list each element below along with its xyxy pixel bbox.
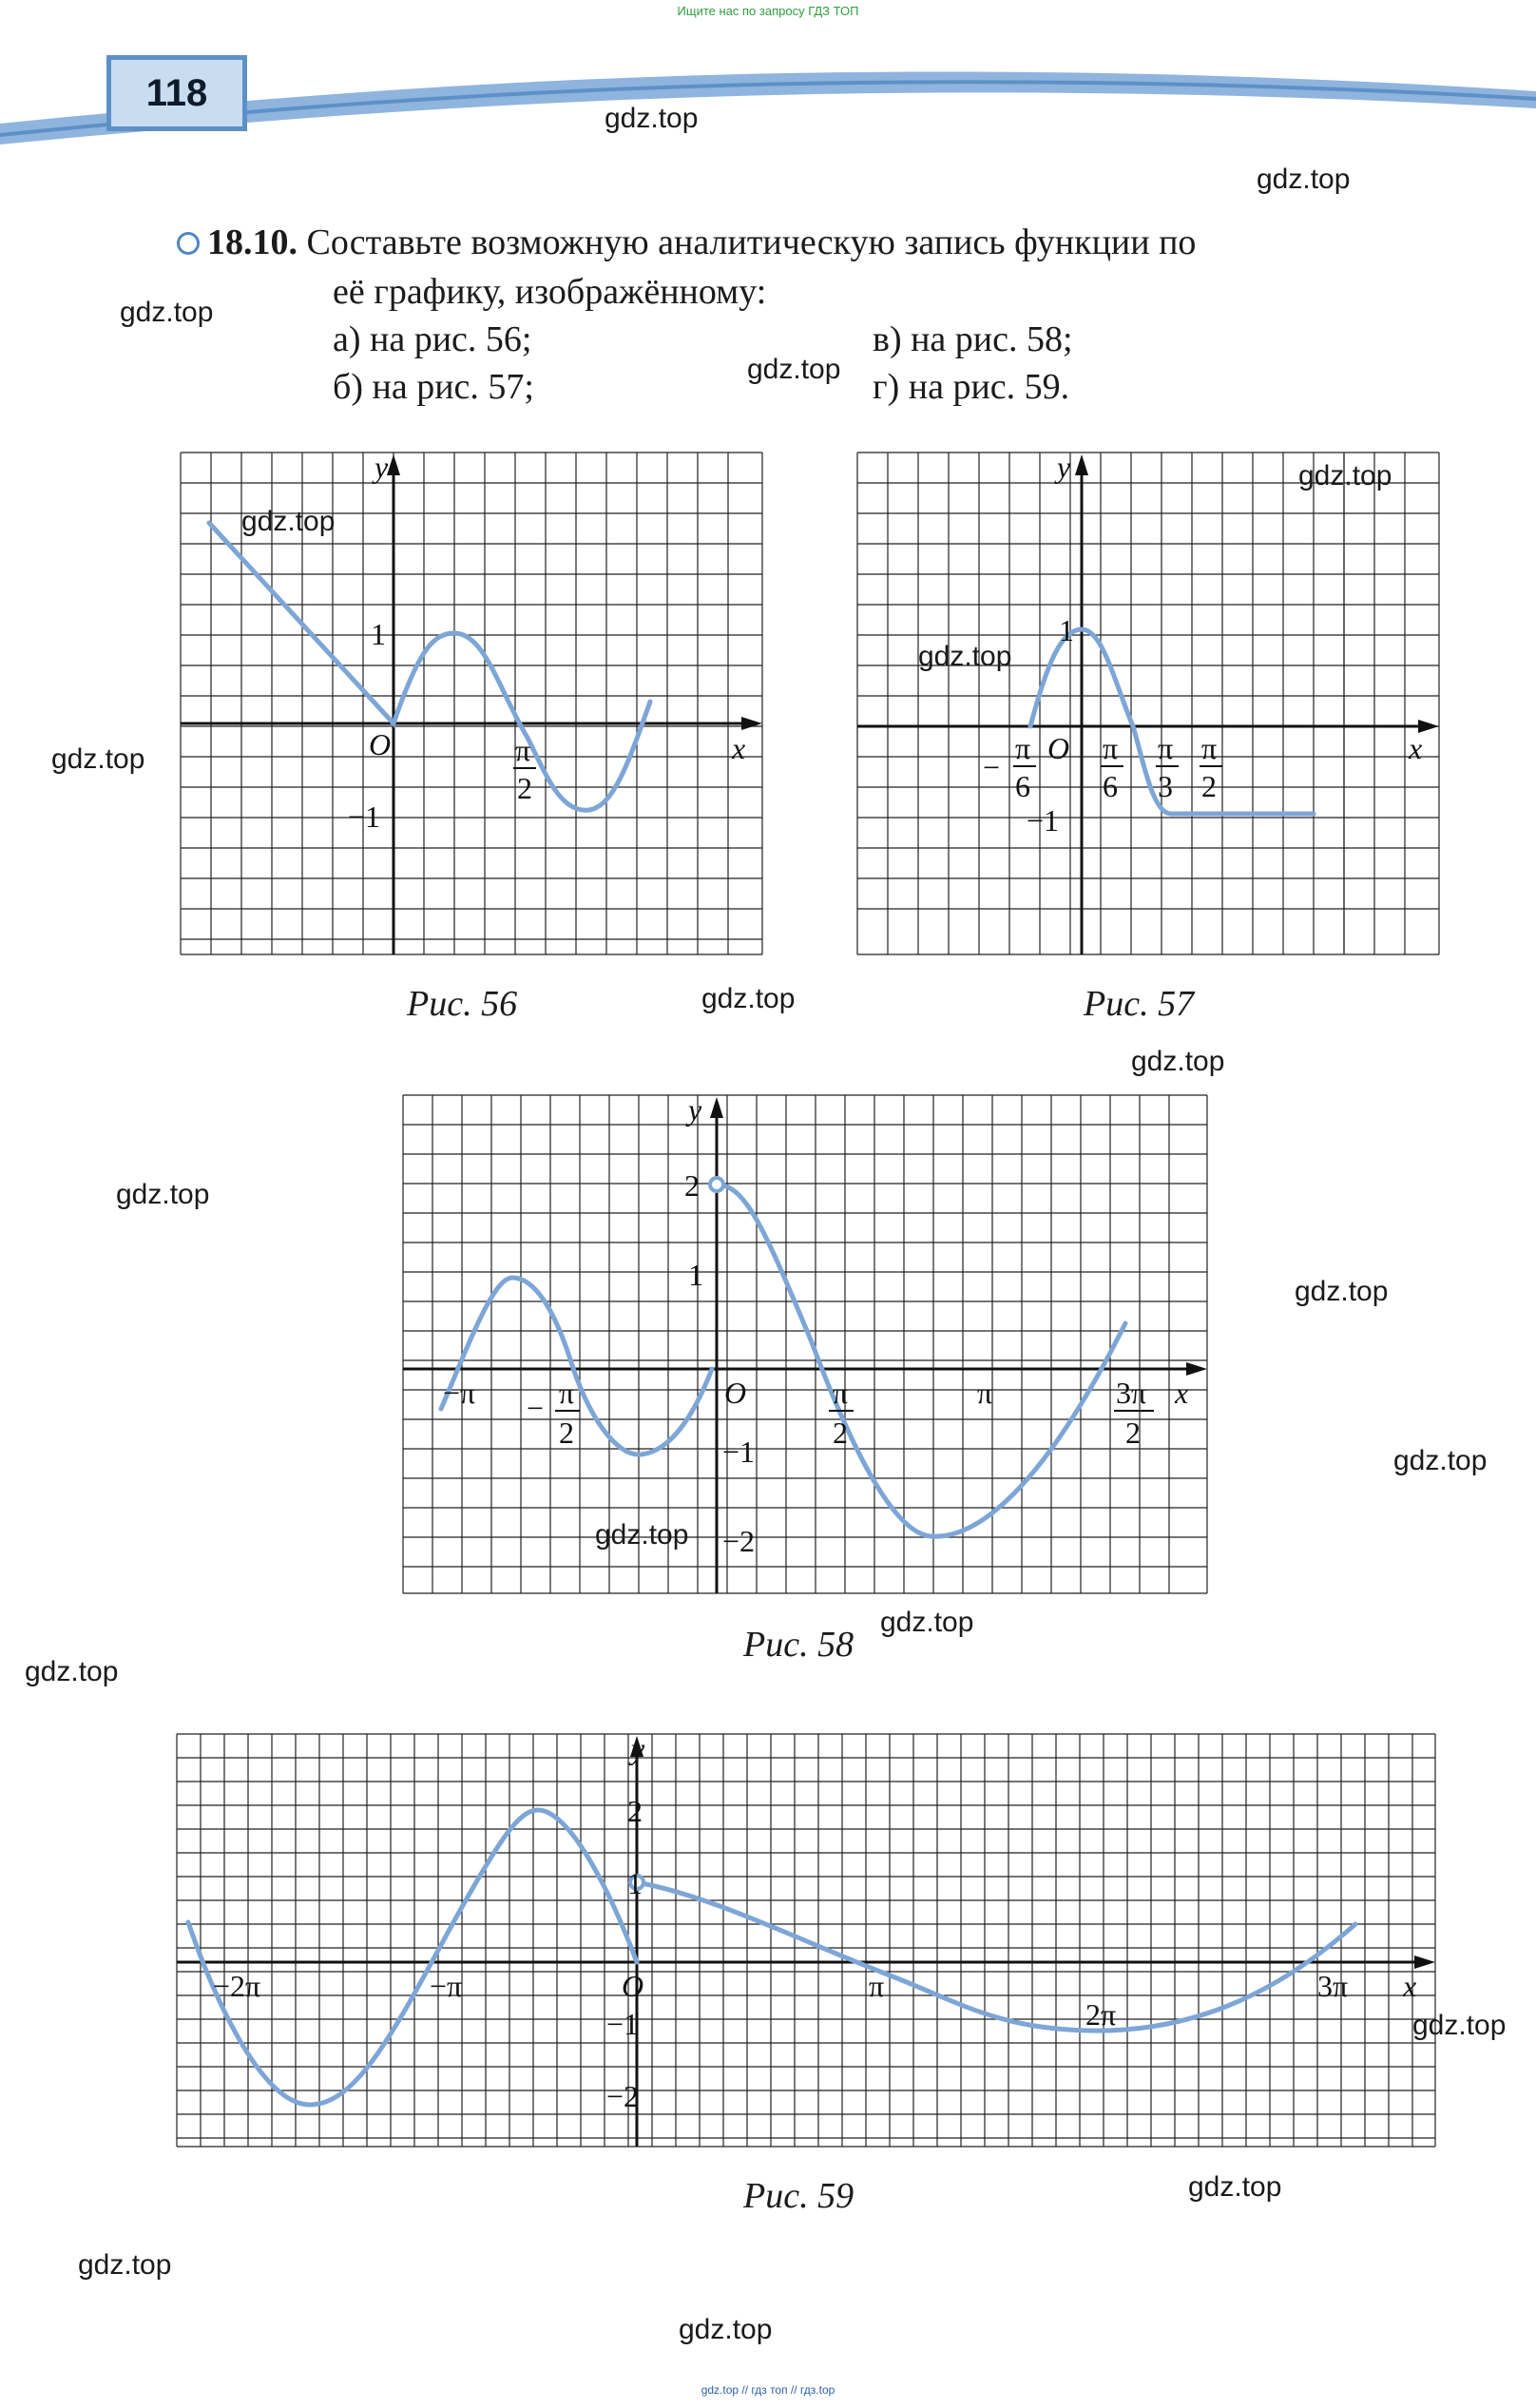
- top-note: Ищите нас по запросу ГДЗ ТОП: [677, 4, 859, 18]
- task-item-v: в) на рис. 58;: [873, 319, 1073, 359]
- task-item-g: г) на рис. 59.: [873, 367, 1070, 407]
- watermark: gdz.top: [1412, 2010, 1507, 2041]
- fig58-grid: [403, 1095, 1207, 1593]
- watermark: gdz.top: [1393, 1445, 1488, 1476]
- fig58-tick-2a: 2: [559, 1416, 574, 1450]
- fig59-tick-1: 1: [627, 1866, 643, 1900]
- fig58-tick-1: 1: [688, 1258, 703, 1292]
- caption-fig56: Рис. 56: [407, 984, 518, 1024]
- caption-fig58: Рис. 58: [743, 1625, 854, 1665]
- watermark: gdz.top: [116, 1179, 210, 1210]
- fig56-origin-label: O: [369, 727, 392, 761]
- fig59-tick-minus-pi: −π: [430, 1969, 463, 2003]
- fig58-y-label: y: [688, 1092, 702, 1127]
- watermark: gdz.top: [1295, 1276, 1389, 1307]
- bottom-note: gdz.top // гдз топ // гдз.top: [701, 2383, 835, 2397]
- fig57-tick-6b: 6: [1103, 769, 1118, 803]
- watermark: gdz.top: [241, 506, 336, 537]
- fig57-tick-pi-c: π: [1158, 731, 1174, 765]
- fig58-tick-pi: π: [977, 1376, 993, 1410]
- fig58-tick-2c: 2: [1125, 1416, 1141, 1450]
- watermark: gdz.top: [679, 2314, 773, 2345]
- fig59-tick-pi: π: [869, 1969, 885, 2003]
- fig56-tick-minus-1: −1: [348, 799, 381, 834]
- watermark: gdz.top: [1298, 460, 1392, 491]
- task-item-a: а) на рис. 56;: [333, 319, 532, 359]
- task-line-2: её графику, изображённому:: [333, 272, 767, 312]
- figure-59: [177, 1731, 1435, 2147]
- fig58-axes: [403, 1097, 1207, 1593]
- fig57-x-label: x: [1409, 731, 1423, 765]
- fig58-tick-pi-a: π: [559, 1376, 575, 1410]
- caption-fig57: Рис. 57: [1084, 984, 1195, 1024]
- fig59-tick-2: 2: [627, 1794, 643, 1828]
- fig58-tick-minus-1: −1: [722, 1435, 756, 1469]
- task-text-1: Составьте возможную аналитическую запись функции по: [306, 222, 1197, 262]
- fig57-axes: [857, 454, 1439, 954]
- watermark: gdz.top: [595, 1519, 689, 1551]
- fig56-tick-pi: π: [515, 733, 531, 767]
- fig56-y-label: y: [374, 450, 389, 484]
- watermark: gdz.top: [25, 1656, 119, 1687]
- watermark: gdz.top: [605, 103, 699, 134]
- fig58-tick-2: 2: [684, 1168, 700, 1203]
- watermark: gdz.top: [880, 1607, 974, 1638]
- fig59-tick-minus-2pi: −2π: [213, 1969, 261, 2003]
- fig57-y-label: y: [1057, 450, 1071, 484]
- fig59-y-label: y: [631, 1731, 645, 1765]
- fig57-tick-3: 3: [1158, 769, 1173, 803]
- fig57-tick-minus-1: −1: [1027, 803, 1060, 838]
- fig58-x-label: x: [1175, 1376, 1189, 1410]
- fig59-tick-3pi: 3π: [1317, 1969, 1349, 2003]
- fig58-origin-label: O: [724, 1376, 747, 1410]
- fig56-curve: [209, 523, 650, 810]
- fig59-origin-label: O: [622, 1969, 644, 2003]
- fig56-x-label: x: [732, 731, 746, 765]
- watermark: gdz.top: [747, 354, 841, 385]
- fig58-tick-pi-b: π: [833, 1376, 849, 1410]
- fig59-tick-minus-2: −2: [606, 2079, 640, 2113]
- fig58-tick-3pi: 3π: [1116, 1376, 1147, 1410]
- caption-fig59: Рис. 59: [743, 2176, 854, 2216]
- page-number: 118: [106, 55, 247, 131]
- fig57-grid: [857, 453, 1439, 954]
- fig59-tick-2pi: 2π: [1085, 1997, 1117, 2032]
- watermark: gdz.top: [120, 297, 214, 328]
- fig58-minus-sign: −: [527, 1391, 545, 1425]
- fig57-tick-1: 1: [1059, 613, 1074, 647]
- fig59-curve: [188, 1810, 1355, 2105]
- task-item-b: б) на рис. 57;: [333, 367, 534, 407]
- fig59-tick-minus-1: −1: [606, 2007, 640, 2041]
- figure-57: [857, 450, 1439, 954]
- fig57-tick-pi-d: π: [1201, 731, 1218, 765]
- watermark: gdz.top: [1131, 1046, 1225, 1077]
- fig56-tick-2: 2: [517, 771, 532, 805]
- fig59-x-label: x: [1403, 1969, 1417, 2003]
- watermark: gdz.top: [51, 743, 145, 775]
- watermark: gdz.top: [1257, 164, 1351, 195]
- watermark: gdz.top: [701, 983, 796, 1014]
- fig57-tick-pi-b: π: [1103, 731, 1119, 765]
- fig56-tick-1: 1: [371, 617, 386, 651]
- fig57-tick-pi-a: π: [1015, 731, 1031, 765]
- task-line-1: [207, 219, 1196, 266]
- watermark: gdz.top: [78, 2249, 172, 2281]
- fig57-origin-label: O: [1047, 731, 1070, 765]
- watermark: gdz.top: [918, 641, 1012, 672]
- task-number: 18.10.: [207, 222, 298, 262]
- fig58-open-point: [710, 1178, 723, 1191]
- fig58-tick-minus-2: −2: [722, 1524, 756, 1558]
- watermark: gdz.top: [1188, 2171, 1282, 2203]
- fig57-tick-2: 2: [1201, 769, 1217, 803]
- task-bullet-icon: [177, 232, 200, 255]
- fig58-tick-minus-pi: −π: [443, 1376, 476, 1410]
- figure-58: [403, 1092, 1207, 1593]
- fig57-tick-6a: 6: [1015, 769, 1030, 803]
- fig58-tick-2b: 2: [833, 1416, 848, 1450]
- fig57-minus-sign: −: [983, 750, 1001, 784]
